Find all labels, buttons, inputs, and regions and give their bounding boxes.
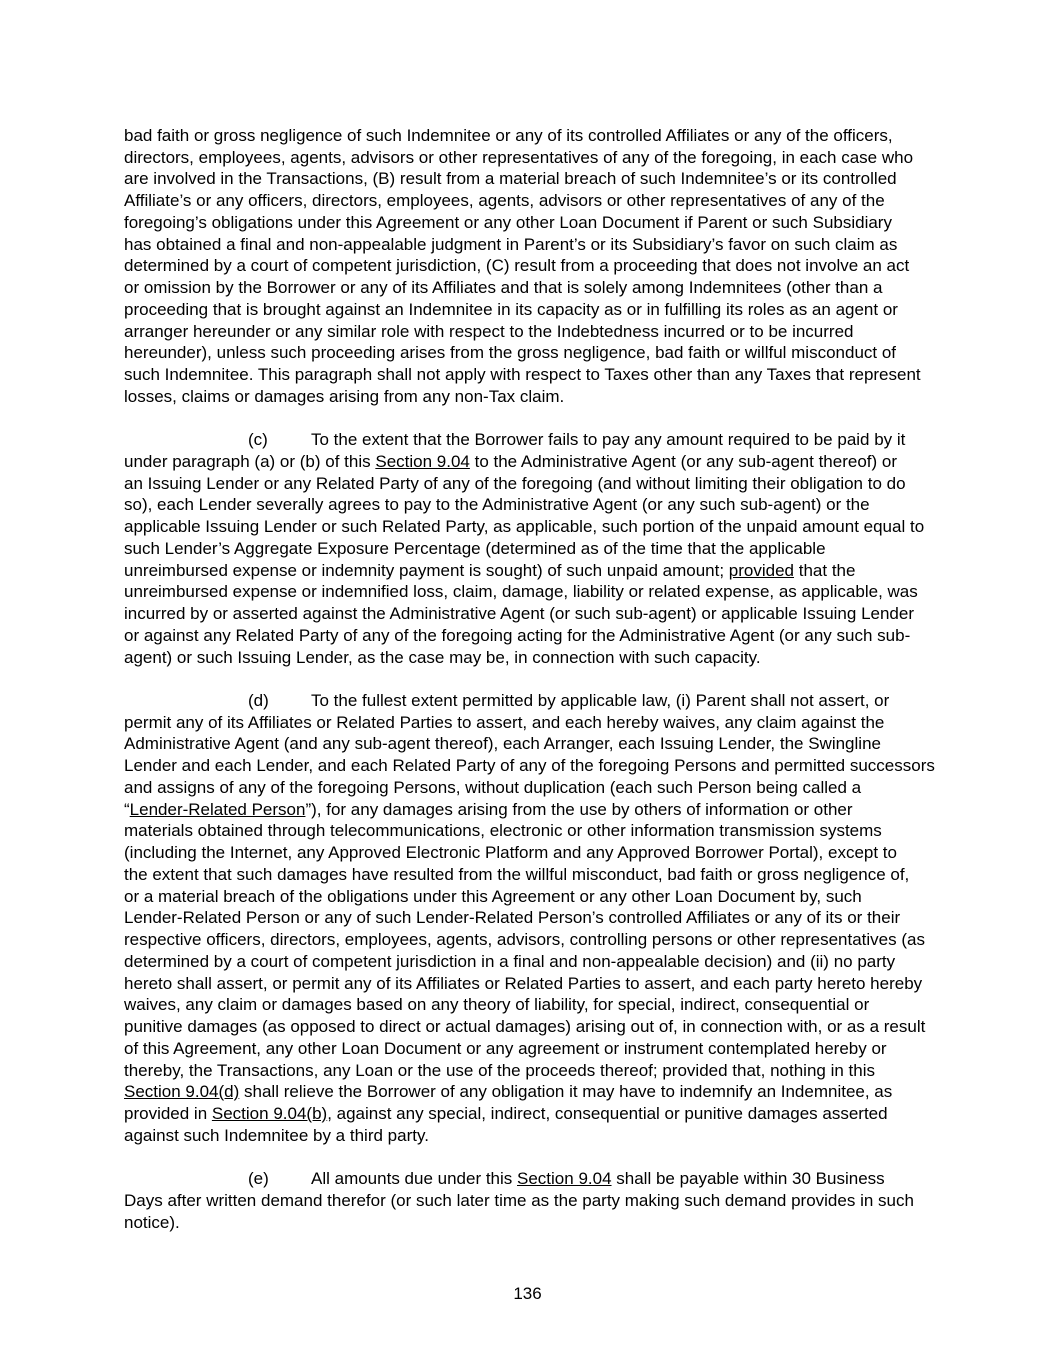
text-line: so), each Lender severally agrees to pay to the Administrative Agent (or any such sub-agent) or the xyxy=(124,495,870,514)
line-text: “ xyxy=(124,800,130,819)
text-line: such Indemnitee. This paragraph shall not apply with respect to Taxes other than any Taxes that represent xyxy=(124,365,921,384)
paragraph-label: (e) xyxy=(248,1169,269,1188)
paragraph-label: (d) xyxy=(248,691,269,710)
text-line: such Lender’s Aggregate Exposure Percentage (determined as of the time that the applicable xyxy=(124,539,826,558)
line-text: under paragraph (a) or (b) of this xyxy=(124,452,376,471)
defined-term: Lender-Related Person xyxy=(129,800,306,819)
text-line: punitive damages (as opposed to direct or actual damages) arising out of, in connection with, or as a result xyxy=(124,1017,926,1036)
text-line: Administrative Agent (and any sub-agent thereof), each Arranger, each Issuing Lender, the Swingline xyxy=(124,734,881,753)
text-line: and assigns of any of the foregoing Persons, without duplication (each such Person being called a xyxy=(124,778,862,797)
text-line: determined by a court of competent jurisdiction, (C) result from a proceeding that does not involve an act xyxy=(124,256,910,275)
text-line: unreimbursed expense or indemnified loss, claim, damage, liability or related expense, as applicable, was xyxy=(124,582,918,601)
text-line: permit any of its Affiliates or Related Parties to assert, and each hereby waives, any claim against the xyxy=(124,713,885,732)
text-line: incurred by or asserted against the Administrative Agent (or such sub-agent) or applicable Issuing Lender xyxy=(124,604,915,623)
section-reference: Section 9.04(b) xyxy=(211,1104,328,1123)
text-line xyxy=(124,799,853,820)
text-line xyxy=(248,429,905,450)
text-line: bad faith or gross negligence of such Indemnitee or any of its controlled Affiliates or any of the officers, xyxy=(124,126,893,145)
page-number: 136 xyxy=(513,1284,542,1303)
paragraph-label: (c) xyxy=(248,430,268,449)
text-line: Lender-Related Person or any of such Lender-Related Person’s controlled Affiliates or any of its or their xyxy=(124,908,901,927)
text-line xyxy=(124,560,855,581)
text-line: has obtained a final and non-appealable judgment in Parent’s or its Subsidiary’s favor on such claim as xyxy=(124,235,898,254)
text-line: applicable Issuing Lender or such Related Party, as applicable, such portion of the unpaid amount equal to xyxy=(124,517,925,536)
text-line: hereunder), unless such proceeding arises from the gross negligence, bad faith or willful misconduct of xyxy=(124,343,897,362)
line-text: shall be payable within 30 Business xyxy=(611,1169,885,1188)
text-line: directors, employees, agents, advisors or other representatives of any of the foregoing, in each case who xyxy=(124,148,914,167)
text-line: respective officers, directors, employees, agents, advisors, controlling persons or other representatives (as xyxy=(124,930,925,949)
line-text: shall relieve the Borrower of any obligation it may have to indemnify an Indemnitee, as xyxy=(239,1082,893,1101)
line-text: that the xyxy=(794,561,856,580)
text-line: of this Agreement, any other Loan Document or any agreement or instrument contemplated hereby or xyxy=(124,1039,887,1058)
text-line: materials obtained through telecommunications, electronic or other information transmission systems xyxy=(124,821,882,840)
section-reference: Section 9.04 xyxy=(517,1169,612,1188)
text-line: the extent that such damages have resulted from the willful misconduct, bad faith or gross negligence of, xyxy=(124,865,910,884)
text-line: or omission by the Borrower or any of its Affiliates and that is solely among Indemnitees (other than a xyxy=(124,278,883,297)
line-text: unreimbursed expense or indemnity payment is sought) of such unpaid amount; xyxy=(124,561,729,580)
text-line: losses, claims or damages arising from any non-Tax claim. xyxy=(124,387,565,406)
text-line: determined by a court of competent jurisdiction in a final and non-appealable decision) and (ii) no party xyxy=(124,952,896,971)
text-line: Affiliate’s or any officers, directors, employees, agents, advisors or other representatives of any of the xyxy=(124,191,885,210)
text-line: waives, any claim or damages based on any theory of liability, for special, indirect, consequential or xyxy=(124,995,870,1014)
line-text: To the fullest extent permitted by applicable law, (i) Parent shall not assert, or xyxy=(311,691,890,710)
text-line xyxy=(124,451,897,472)
text-line: agent) or such Issuing Lender, as the case may be, in connection with such capacity. xyxy=(124,648,761,667)
text-line: are involved in the Transactions, (B) result from a material breach of such Indemnitee’s or its controlled xyxy=(124,169,897,188)
text-line: arranger hereunder or any similar role with respect to the Indebtedness incurred or to be incurred xyxy=(124,322,854,341)
text-line: proceeding that is brought against an Indemnitee in its capacity as or in fulfilling its roles as an agent or xyxy=(124,300,898,319)
text-line: or a material breach of the obligations under this Agreement or any other Loan Document by, such xyxy=(124,887,862,906)
text-line xyxy=(248,1168,885,1189)
text-line: notice). xyxy=(124,1213,180,1232)
text-line: against such Indemnitee by a third party. xyxy=(124,1126,429,1145)
text-line: an Issuing Lender or any Related Party of any of the foregoing (and without limiting their obligation to do xyxy=(124,474,906,493)
text-line: foregoing’s obligations under this Agreement or any other Loan Document if Parent or such Subsidiary xyxy=(124,213,892,232)
line-text: , against any special, indirect, consequential or punitive damages asserted xyxy=(327,1104,888,1123)
text-line: or against any Related Party of any of the foregoing acting for the Administrative Agent (or any such sub- xyxy=(124,626,911,645)
text-line xyxy=(248,690,889,711)
text-line xyxy=(124,1103,888,1124)
line-text: provided in xyxy=(124,1104,212,1123)
text-line: Days after written demand therefor (or such later time as the party making such demand provides in such xyxy=(124,1191,914,1210)
text-line xyxy=(124,1081,892,1102)
text-line: thereby, the Transactions, any Loan or the use of the proceeds thereof; provided that, nothing in this xyxy=(124,1061,875,1080)
line-text: All amounts due under this xyxy=(311,1169,518,1188)
defined-term: provided xyxy=(728,561,795,580)
text-line: Lender and each Lender, and each Related Party of any of the foregoing Persons and permitted successors xyxy=(124,756,935,775)
section-reference: Section 9.04(d) xyxy=(124,1082,240,1101)
section-reference: Section 9.04 xyxy=(375,452,470,471)
line-text: To the extent that the Borrower fails to pay any amount required to be paid by it xyxy=(311,430,906,449)
line-text: ”), for any damages arising from the use by others of information or other xyxy=(305,800,853,819)
text-line: (including the Internet, any Approved Electronic Platform and any Approved Borrower Portal), except to xyxy=(124,843,897,862)
line-text: to the Administrative Agent (or any sub-agent thereof) or xyxy=(469,452,897,471)
text-line: hereto shall assert, or permit any of its Affiliates or Related Parties to assert, and each party hereto hereby xyxy=(124,974,923,993)
